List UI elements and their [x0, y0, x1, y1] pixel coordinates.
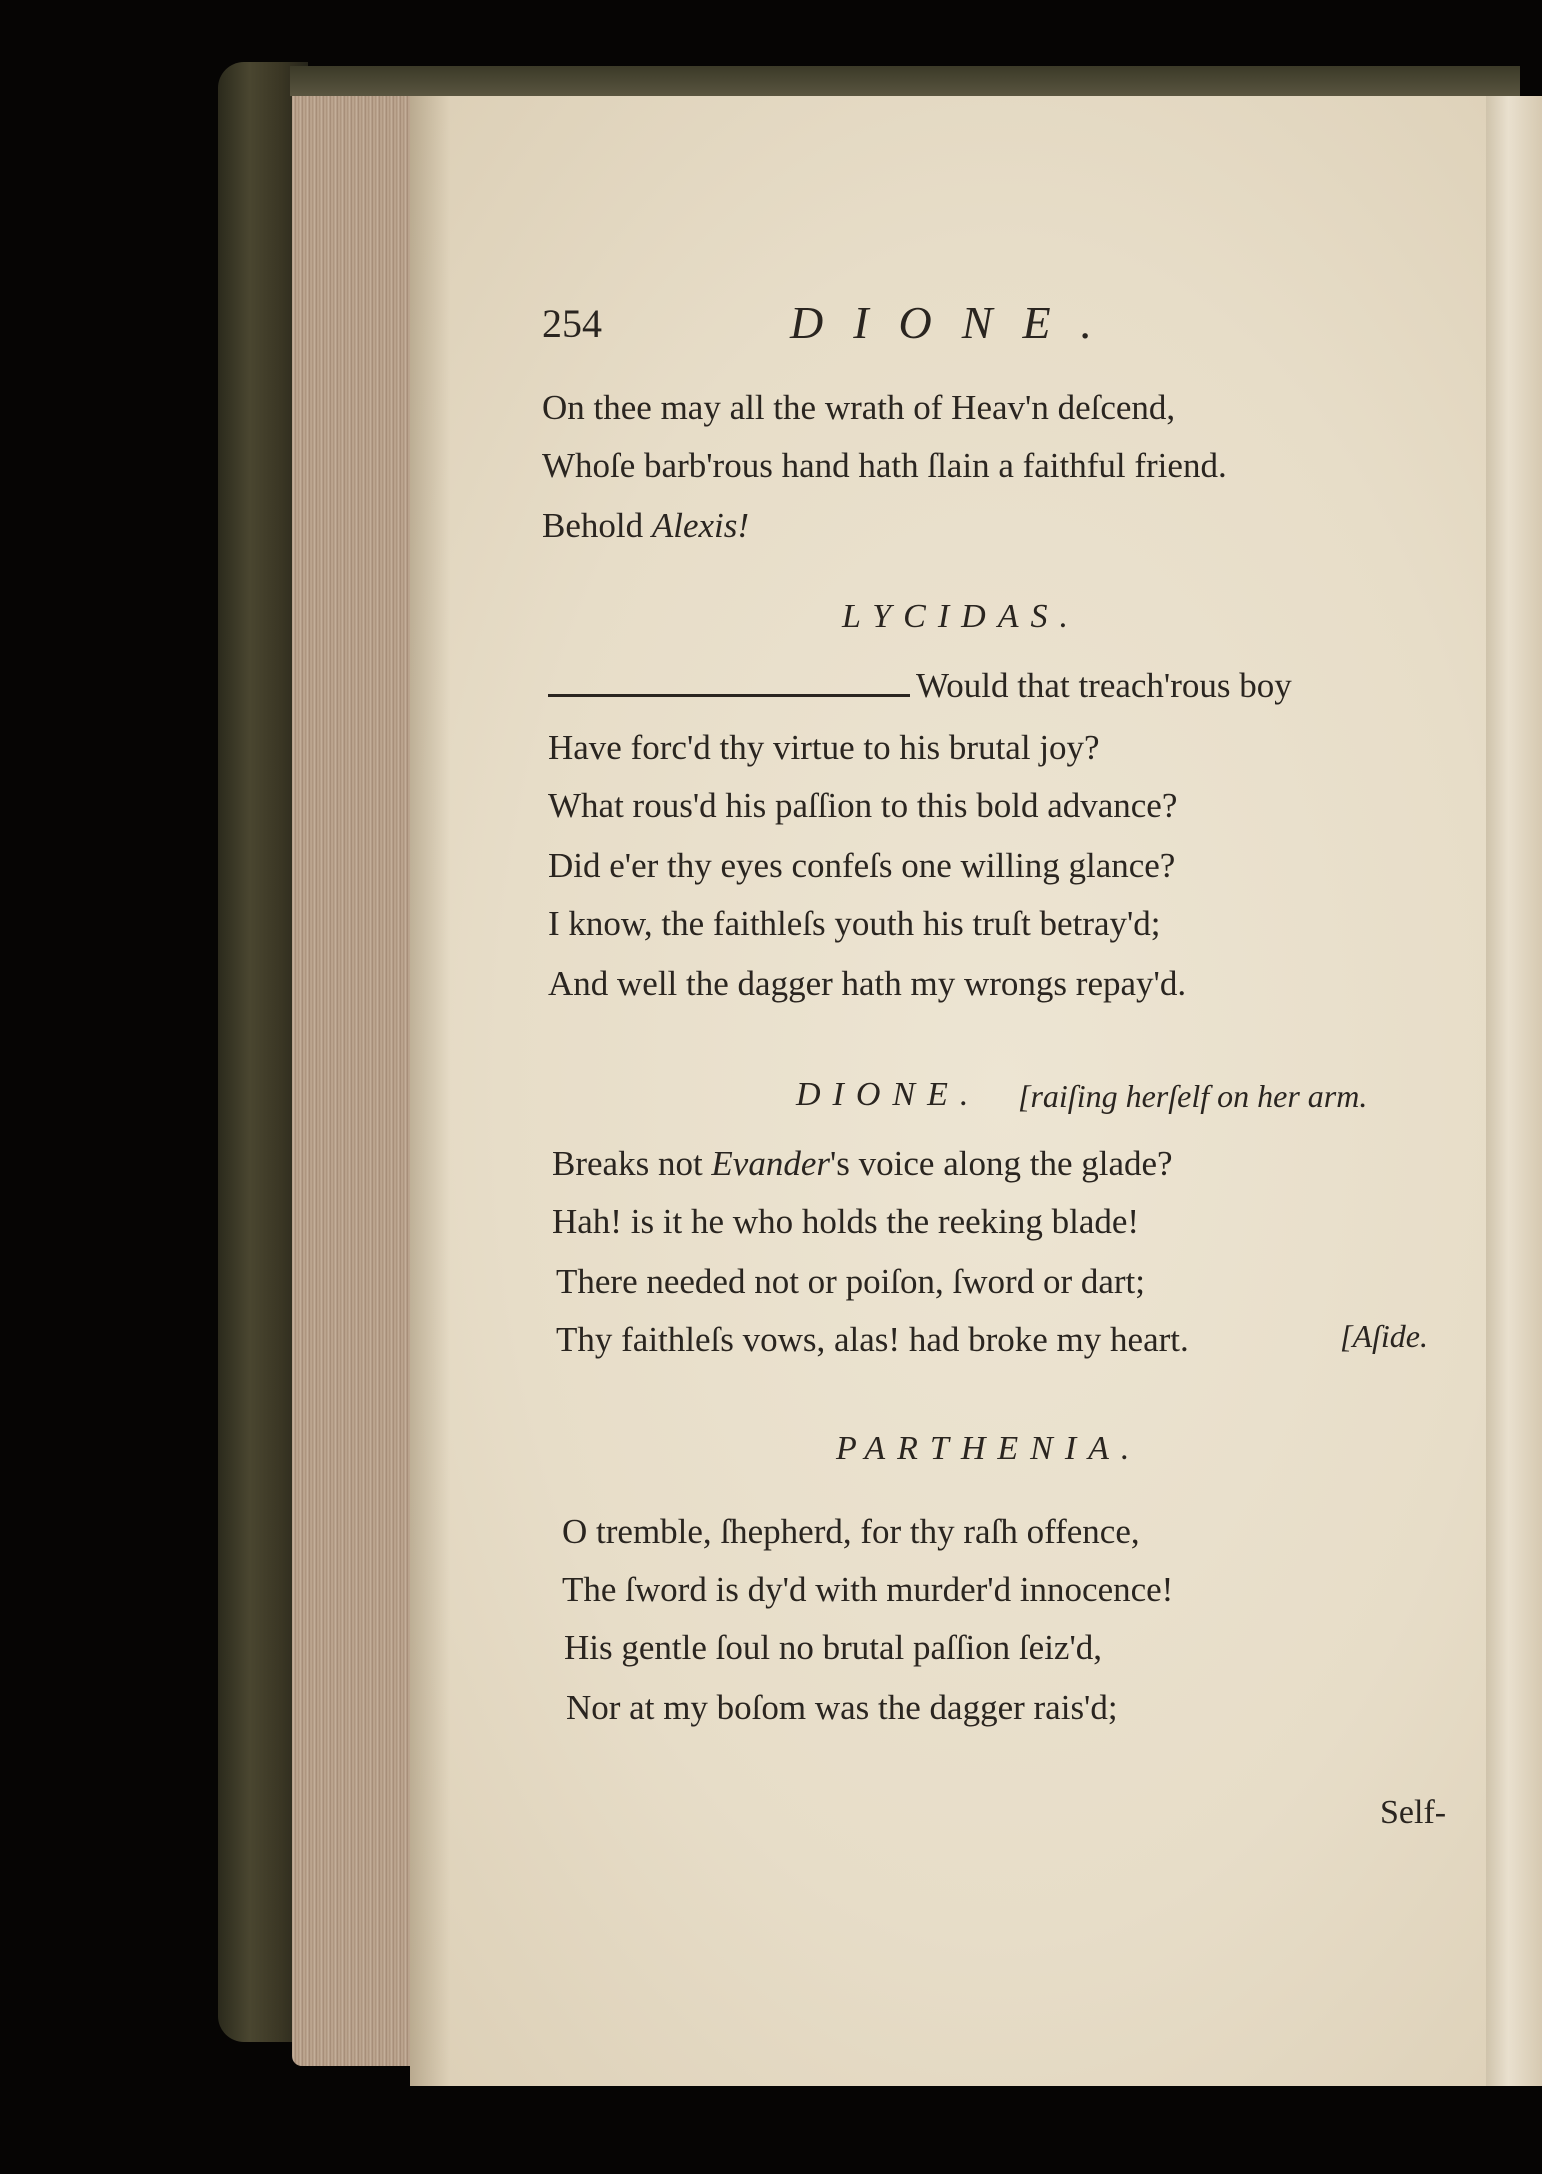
character-name: Evander	[711, 1144, 830, 1183]
running-head: DIONE.	[790, 297, 1123, 348]
verse-line: The ſword is dy'd with murder'd innocence!	[562, 1570, 1174, 1609]
speaker-heading: LYCIDAS.	[842, 598, 1080, 635]
stage-direction: [raiſing herſelf on her arm.	[1018, 1078, 1368, 1114]
page-edges	[292, 86, 416, 2066]
verse-line: Hah! is it he who holds the reeking blade!	[552, 1202, 1140, 1241]
speaker-heading: PARTHENIA.	[836, 1430, 1142, 1467]
gutter-shadow	[410, 96, 450, 2086]
speaker-heading: DIONE.	[796, 1076, 981, 1113]
verse-line: I know, the faithleſs youth his truſt betray'd;	[548, 904, 1161, 943]
verse-line: Have forc'd thy virtue to his brutal joy?	[548, 728, 1100, 767]
verse-line: Did e'er thy eyes confeſs one willing glance?	[548, 846, 1176, 885]
verse-text: 's voice along the glade?	[830, 1144, 1173, 1183]
verse-line: There needed not or poiſon, ſword or dart;	[556, 1262, 1145, 1301]
facing-page-edge	[1486, 96, 1542, 2086]
dash-rule	[548, 694, 910, 697]
verse-line: Would that treach'rous boy	[916, 666, 1292, 705]
catchword: Self-	[1380, 1794, 1447, 1831]
verse-line: O tremble, ſhepherd, for thy raſh offence,	[562, 1512, 1140, 1551]
verse-text: Breaks not	[552, 1144, 712, 1183]
verse-text: Behold	[542, 506, 652, 545]
verse-line: What rous'd his paſſion to this bold advance?	[548, 786, 1178, 825]
verse-line: Whoſe barb'rous hand hath ſlain a faithful friend.	[542, 446, 1227, 485]
cover-board	[290, 66, 1520, 96]
verse-line: His gentle ſoul no brutal paſſion ſeiz'd,	[564, 1628, 1103, 1667]
verse-line: Nor at my boſom was the dagger rais'd;	[566, 1688, 1118, 1727]
verse-line: Thy faithleſs vows, alas! had broke my heart.	[556, 1320, 1189, 1359]
character-name: Alexis!	[651, 506, 750, 545]
verse-line	[552, 1144, 1173, 1184]
verse-line: And well the dagger hath my wrongs repay'd.	[548, 964, 1187, 1003]
stage-direction: [Aſide.	[1340, 1318, 1428, 1354]
verse-line: On thee may all the wrath of Heav'n deſcend,	[542, 388, 1176, 427]
page-number: 254	[542, 301, 602, 346]
verse-line	[542, 506, 749, 546]
